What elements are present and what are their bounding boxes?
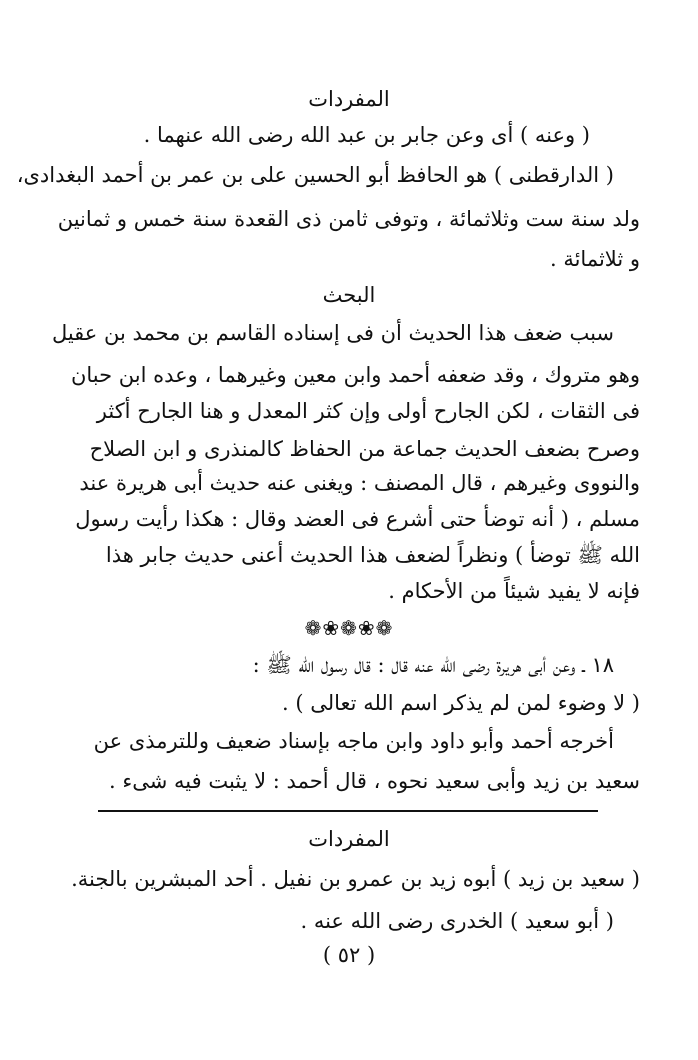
hadith-line: ١٨ ـ وعن أبى هريرة رضى الله عنه قال : قال رسول الله ﷺ : xyxy=(252,653,614,677)
text-line: فإنه لا يفيد شيئاً من الأحكام . xyxy=(388,579,640,603)
page-number: ( ٥٢ ) xyxy=(322,943,376,967)
text-line: وهو متروك ، وقد ضعفه أحمد وابن معين وغيرهما ، وعده ابن حبان xyxy=(70,363,640,387)
text-line: و ثلاثمائة . xyxy=(549,247,640,271)
section-heading-mufradat-2: المفردات xyxy=(308,827,390,851)
text-line: ولد سنة ست وثلاثمائة ، وتوفى ثامن ذى القعدة سنة خمس و ثمانين xyxy=(57,207,640,231)
section-heading-bahth: البحث xyxy=(322,283,376,307)
text-line: الله ﷺ توضأ ) ونظراً لضعف هذا الحديث أعنى حديث جابر هذا xyxy=(105,543,640,567)
hadith-line: سعيد بن زيد وأبى سعيد نحوه ، قال أحمد : لا يثبت فيه شىء . xyxy=(109,769,640,793)
text-line: ( سعيد بن زيد ) أبوه زيد بن عمرو بن نفيل . أحد المبشرين بالجنة. xyxy=(71,867,640,891)
text-line: فى الثقات ، لكن الجارح أولى وإن كثر المعدل و هنا الجارح أكثر xyxy=(96,399,640,423)
text-line: وصرح بضعف الحديث جماعة من الحفاظ كالمنذرى و ابن الصلاح xyxy=(89,437,640,461)
hadith-line: أخرجه أحمد وأبو داود وابن ماجه بإسناد ضعيف وللترمذى عن xyxy=(93,729,614,753)
text-line: ( الدارقطنى ) هو الحافظ أبو الحسين على بن عمر بن أحمد البغدادى، xyxy=(16,163,614,187)
hadith-line: ( لا وضوء لمن لم يذكر اسم الله تعالى ) . xyxy=(282,691,640,715)
footnote-rule xyxy=(98,810,598,812)
text-line: ( أبو سعيد ) الخدرى رضى الله عنه . xyxy=(300,909,614,933)
text-line: والنووى وغيرهم ، قال المصنف : ويغنى عنه حديث أبى هريرة عند xyxy=(79,471,640,495)
text-line: سبب ضعف هذا الحديث أن فى إسناده القاسم بن محمد بن عقيل xyxy=(51,321,614,345)
text-line: ( وعنه ) أى وعن جابر بن عبد الله رضى الله عنهما . xyxy=(143,123,590,147)
ornament-divider: ❁❀❁❀❁ xyxy=(304,616,394,640)
section-heading-mufradat: المفردات xyxy=(308,87,390,111)
text-line: مسلم ، ( أنه توضأ حتى أشرع فى العضد وقال : هكذا رأيت رسول xyxy=(75,507,640,531)
